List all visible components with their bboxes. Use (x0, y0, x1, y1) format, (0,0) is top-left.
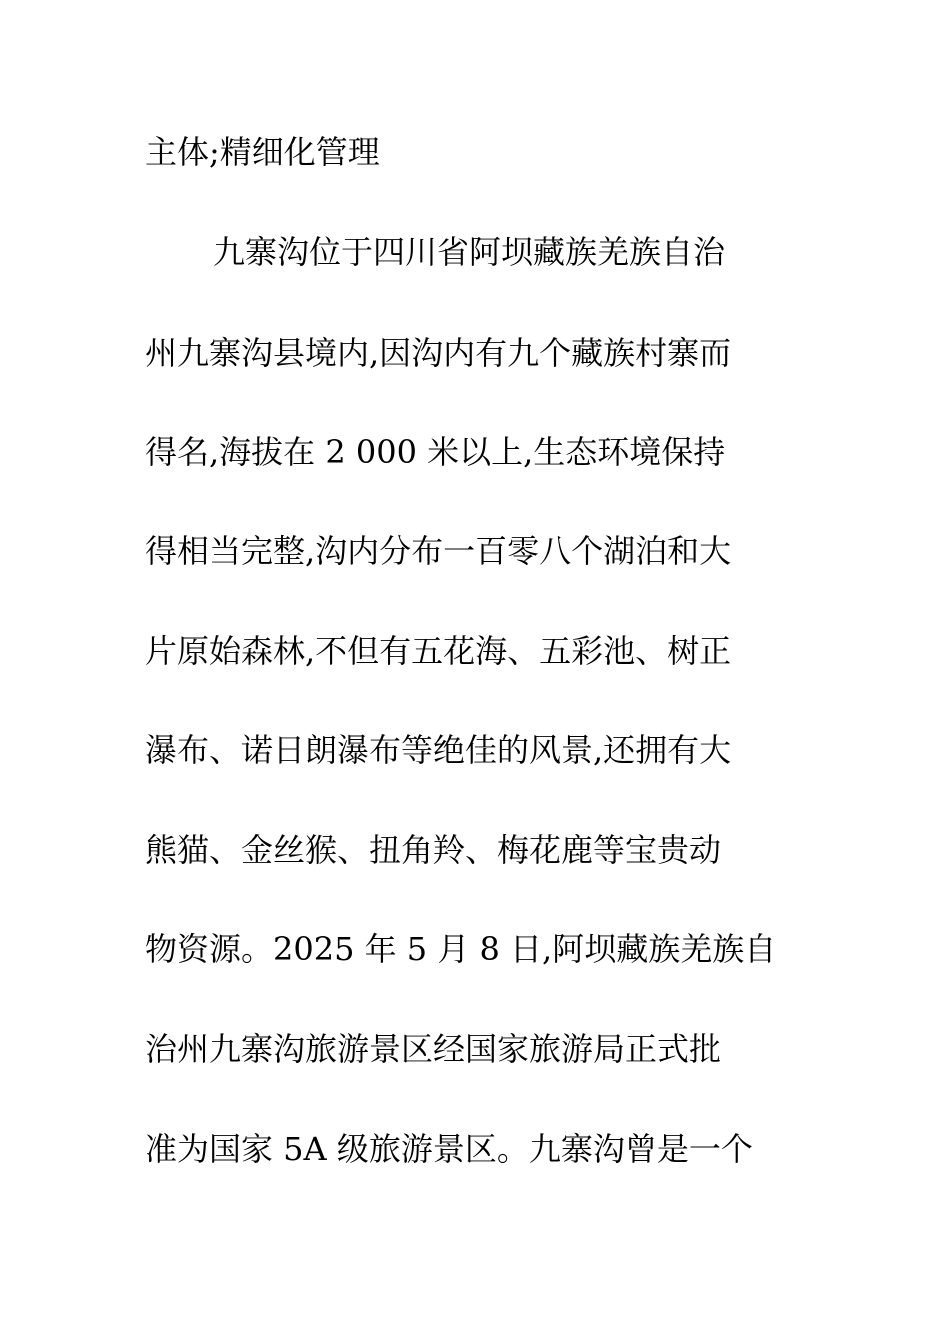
text-line-7: 瀑布、诺日朗瀑布等绝佳的风景,还拥有大 (145, 731, 732, 769)
text-line-1: 主体;精细化管理 (145, 133, 380, 171)
text-line-6: 片原始森林,不但有五花海、五彩池、树正 (145, 632, 732, 670)
text-line-3: 州九寨沟县境内,因沟内有九个藏族村寨而 (145, 334, 732, 372)
text-line-5: 得相当完整,沟内分布一百零八个湖泊和大 (145, 532, 732, 570)
text-line-11: 准为国家 5A 级旅游景区。九寨沟曾是一个 (145, 1130, 753, 1168)
paragraph-first-line: 九寨沟位于四川省阿坝藏族羌族自治 (213, 233, 726, 271)
text-line-9: 物资源。2025 年 5 月 8 日,阿坝藏族羌族自 (145, 930, 777, 968)
text-line-4: 得名,海拔在 2 000 米以上,生态环境保持 (145, 433, 726, 471)
text-line-8: 熊猫、金丝猴、扭角羚、梅花鹿等宝贵动 (145, 831, 722, 869)
text-line-10: 治州九寨沟旅游景区经国家旅游局正式批 (145, 1030, 722, 1068)
